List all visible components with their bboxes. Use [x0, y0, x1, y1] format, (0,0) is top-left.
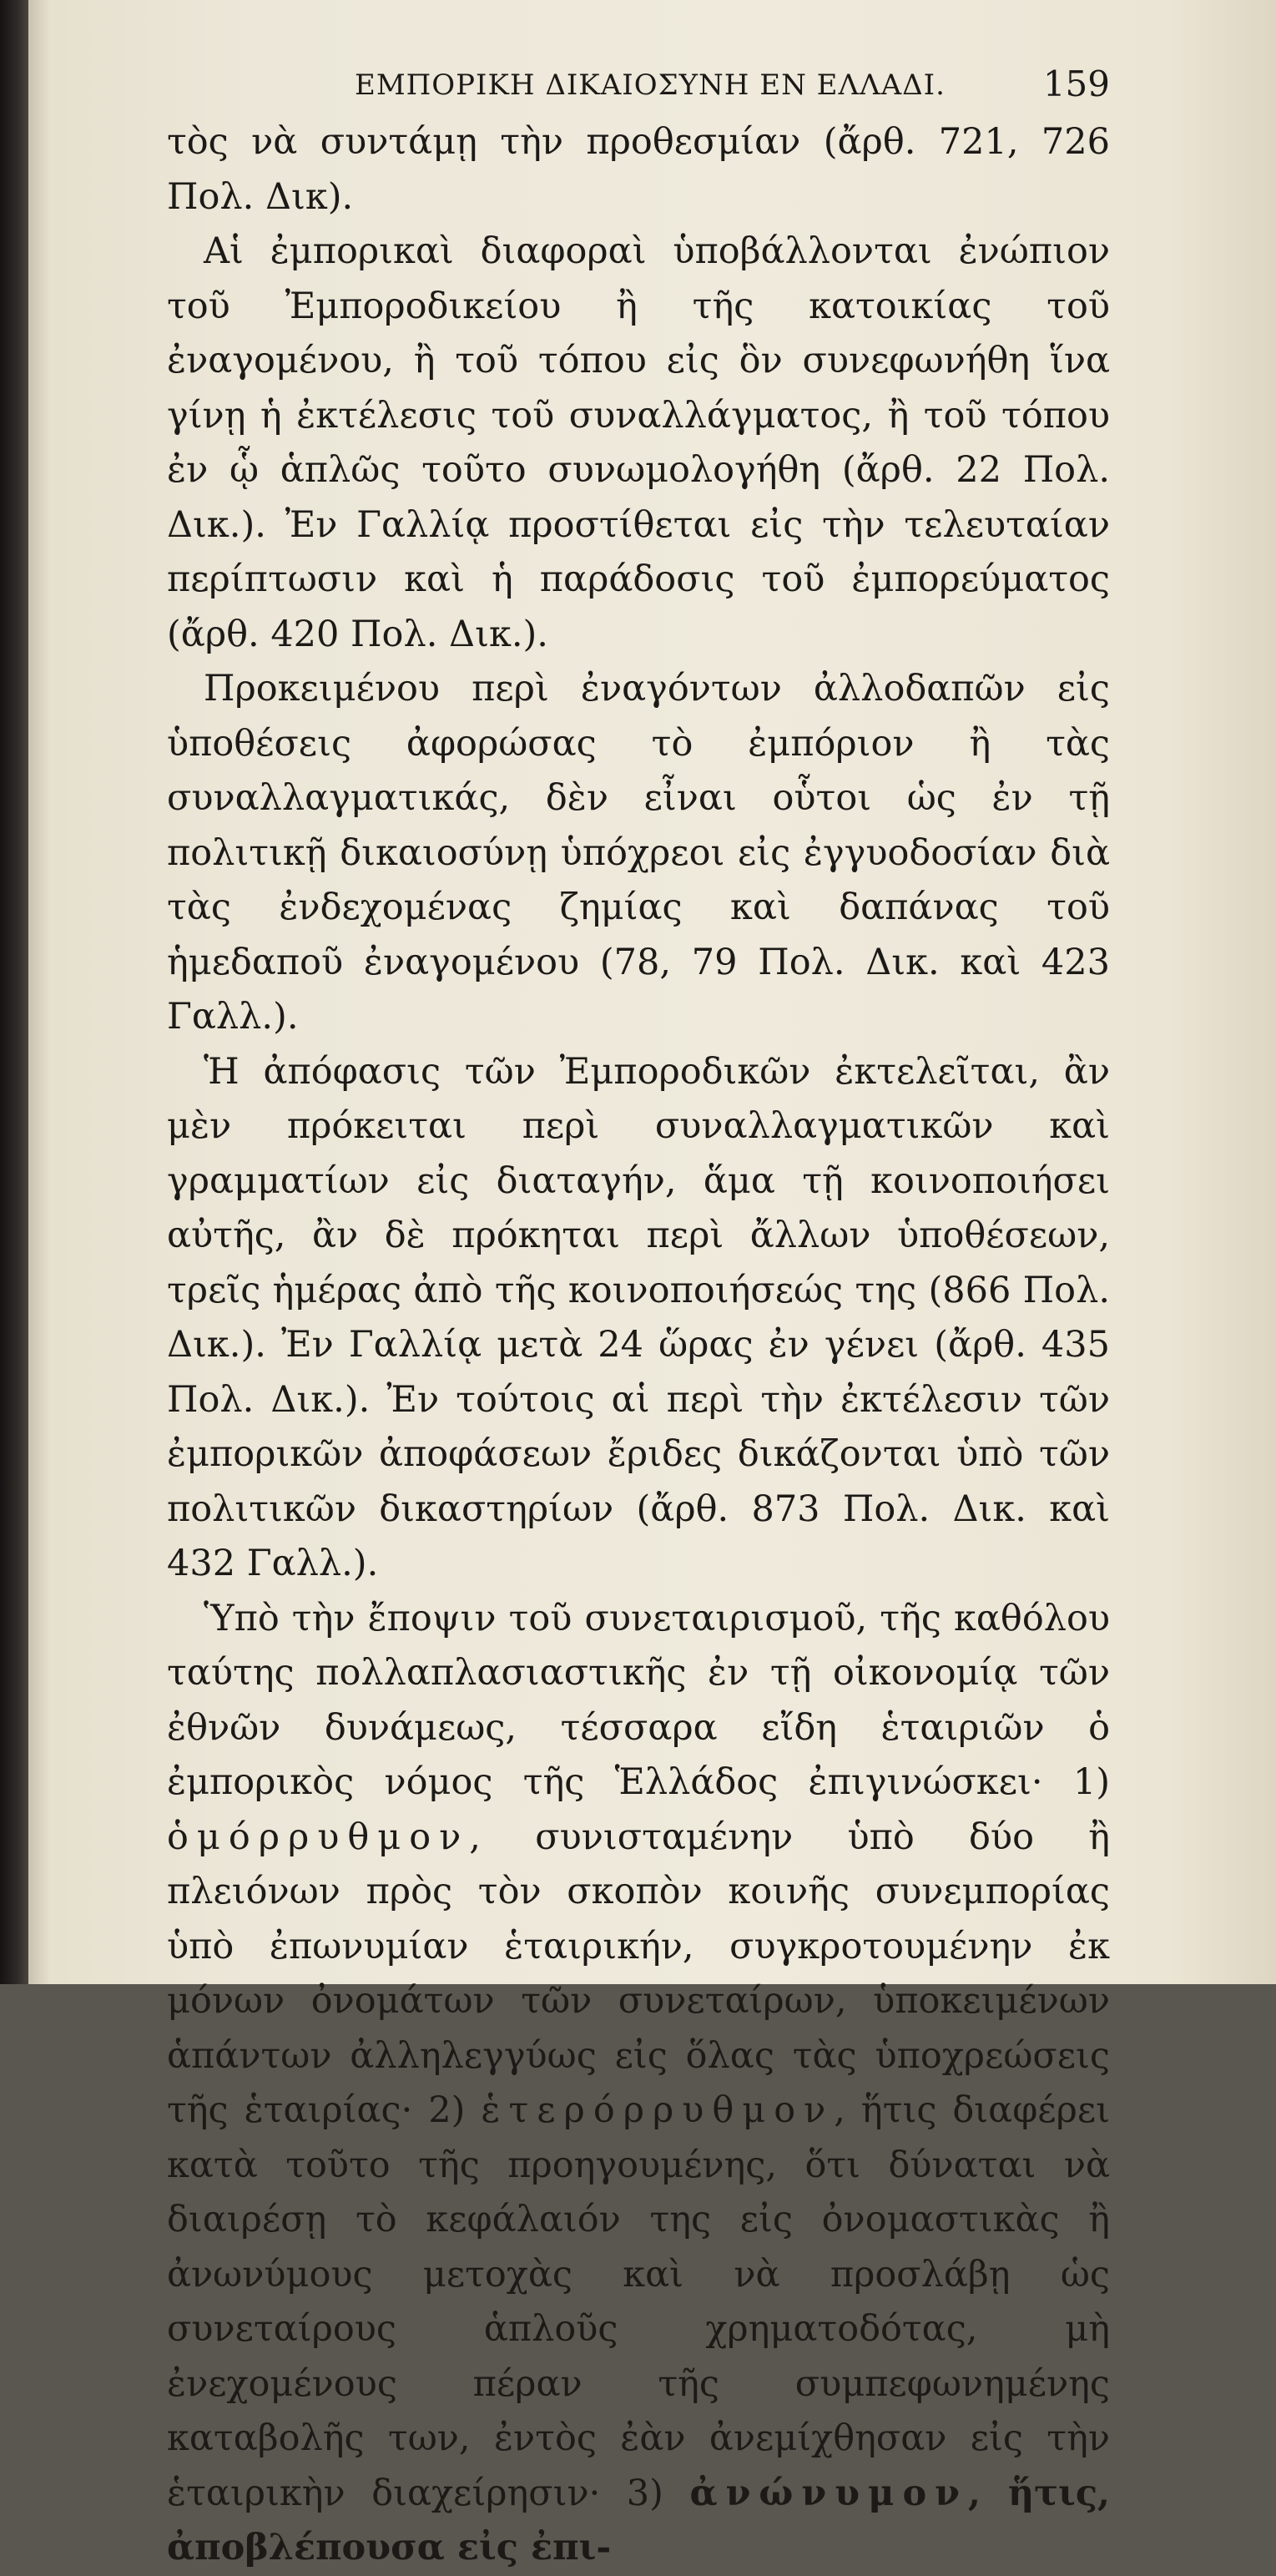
paragraph-text: , ἥτις διαφέρει κατὰ τοῦτο τῆς προηγουμένης, ὅτι δύναται νὰ διαιρέσῃ τὸ κεφάλαιόν της εἰς ὀνομαστικὰς ἢ ἀνωνύμους μετοχὰς καὶ νὰ προσλάβῃ ὡς συνεταίρους ἁπλοῦς χρηματοδότας, μὴ ἐνεχομένους πέραν τῆς συμπεφωνημένης καταβολῆς των, ἐντὸς ἐὰν ἀνεμίχθησαν εἰς τὴν ἑταιρικὴν διαχείρησιν· 3): [167, 2089, 1110, 2514]
paragraph-jurisdiction: [167, 225, 1110, 662]
paragraph-judgment-execution: [167, 1045, 1110, 1592]
paragraph-text: Προκειμένου περὶ ἐναγόντων ἀλλοδαπῶν εἰς ὑποθέσεις ἀφορώσας τὸ ἐμπόριον ἢ τὰς συναλλαγματικάς, δὲν εἶναι οὗτοι ὡς ἐν τῇ πολιτικῇ δικαιοσύνῃ ὑπόχρεοι εἰς ἐγγυοδοσίαν διὰ τὰς ἐνδεχομένας ζημίας καὶ δαπάνας τοῦ ἡμεδαποῦ ἐναγομένου (78, 79 Πολ. Δικ. καὶ 423 Γαλλ.).: [167, 668, 1110, 1038]
paragraph-text: Ὑπὸ τὴν ἔποψιν τοῦ συνεταιρισμοῦ, τῆς καθόλου ταύτης πολλαπλασιαστικῆς ἐν τῇ οἰκονομίᾳ τῶν ἐθνῶν δυνάμεως, τέσσαρα εἴδη ἑταιριῶν ὁ ἐμπορικὸς νόμος τῆς Ἑλλάδος ἐπιγινώσκει· 1): [167, 1597, 1110, 1803]
page-number: 159: [1042, 63, 1110, 104]
body-text: [167, 115, 1110, 2576]
term-omorrythmos: ὁμόρρυθμον: [167, 1816, 470, 1858]
paragraph-text: τὸς νὰ συντάμῃ τὴν προθεσμίαν (ἄρθ. 721, 726 Πολ. Δικ).: [167, 121, 1110, 218]
term-anonymos: ἀνώνυμον: [689, 2472, 969, 2514]
book-gutter-shadow: [0, 0, 28, 1984]
paragraph-text: Ἡ ἀπόφασις τῶν Ἐμποροδικῶν ἐκτελεῖται, ἂν μὲν πρόκειται περὶ συναλλαγματικῶν καὶ γραμματίων εἰς διαταγήν, ἅμα τῇ κοινοποιήσει αὐτῆς, ἂν δὲ πρόκηται περὶ ἄλλων ὑποθέσεων, τρεῖς ἡμέρας ἀπὸ τῆς κοινοποιήσεώς της (866 Πολ. Δικ.). Ἐν Γαλλίᾳ μετὰ 24 ὥρας ἐν γένει (ἄρθ. 435 Πολ. Δικ.). Ἐν τούτοις αἱ περὶ τὴν ἐκτέλεσιν τῶν ἐμπορικῶν ἀποφάσεων ἔριδες δικάζονται ὑπὸ τῶν πολιτικῶν δικαστηρίων (ἄρθ. 873 Πολ. Δικ. καὶ 432 Γαλλ.).: [167, 1050, 1110, 1584]
paragraph-text: Αἱ ἐμπορικαὶ διαφοραὶ ὑποβάλλονται ἐνώπιον τοῦ Ἐμποροδικείου ἢ τῆς κατοικίας τοῦ ἐναγομένου, ἢ τοῦ τόπου εἰς ὃν συνεφωνήθη ἵνα γίνῃ ἡ ἐκτέλεσις τοῦ συναλλάγματος, ἢ τοῦ τόπου ἐν ᾧ ἁπλῶς τοῦτο συνωμολογήθη (ἄρθ. 22 Πολ. Δικ.). Ἐν Γαλλίᾳ προστίθεται εἰς τὴν τελευταίαν περίπτωσιν καὶ ἡ παράδοσις τοῦ ἐμπορεύματος (ἄρθ. 420 Πολ. Δικ.).: [167, 230, 1110, 655]
paragraph-continuation: [167, 115, 1110, 225]
running-title: ΕΜΠΟΡΙΚΗ ΔΙΚΑΙΟΣΥΝΗ ΕΝ ΕΛΛΑΔΙ.: [355, 68, 946, 102]
paragraph-company-types: [167, 1592, 1110, 2576]
running-head: [167, 58, 1110, 107]
paragraph-foreign-plaintiffs: [167, 662, 1110, 1045]
paragraph-text: , συνισταμένην ὑπὸ δύο ἢ πλειόνων πρὸς τὸν σκοπὸν κοινῆς συνεμπορίας ὑπὸ ἐπωνυμίαν ἑταιρικήν, συγκροτουμένην ἐκ μόνων ὀνομάτων τῶν συνεταίρων, ὑποκειμένων ἁπάντων ἀλληλεγγύως εἰς ὅλας τὰς ὑποχρεώσεις τῆς ἑταιρίας· 2): [167, 1816, 1110, 2131]
paragraph-text: , ἥτις, ἀποβλέπουσα εἰς ἐπι-: [167, 2472, 1110, 2568]
term-eterorrythmos: ἑτερόρρυθμον: [481, 2089, 835, 2131]
book-page: [167, 58, 1110, 2576]
